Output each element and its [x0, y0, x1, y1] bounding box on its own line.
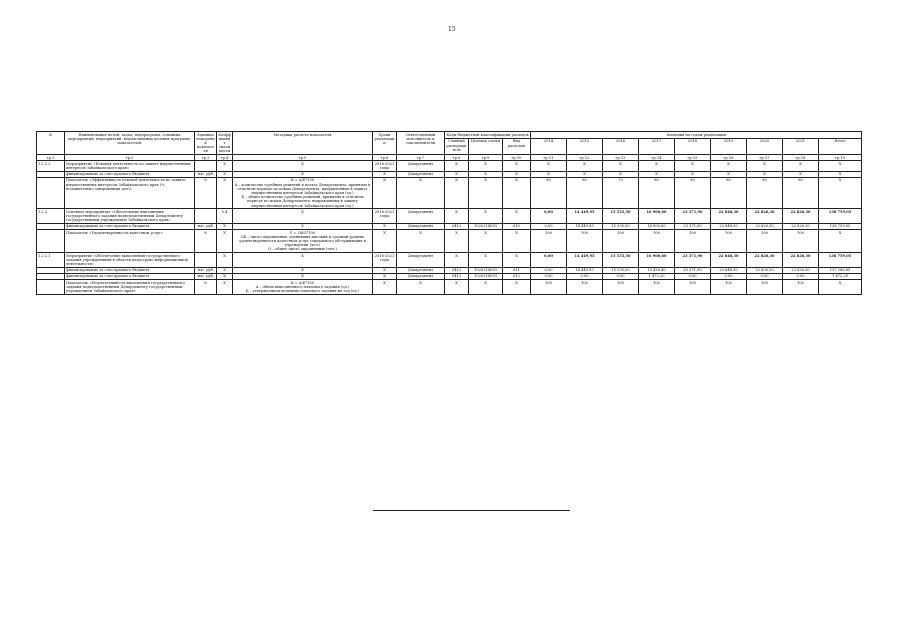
- row-value: X: [567, 161, 603, 171]
- row-code-item: 1020214093: [469, 267, 503, 273]
- row-value: 15 535,50: [603, 253, 639, 268]
- row-code-admin: X: [445, 230, 469, 253]
- row-coef: X: [217, 230, 233, 253]
- row-responsible: Департамент: [397, 171, 445, 177]
- row-value: 100: [711, 280, 747, 295]
- row-value: 22 826,30: [783, 253, 819, 268]
- header-code-type: Вид расходов: [503, 138, 531, 154]
- row-value: 0,00: [675, 273, 711, 279]
- row-code-item: X: [469, 253, 503, 268]
- row-unit: [195, 161, 217, 171]
- row-code-admin: X: [445, 280, 469, 295]
- column-number: гр.14: [639, 155, 675, 161]
- row-value: 14 449,95: [567, 267, 603, 273]
- column-number: гр.6: [373, 155, 397, 161]
- row-value: 100: [675, 230, 711, 253]
- row-code-type: X: [503, 177, 531, 208]
- column-number: гр.19: [819, 155, 862, 161]
- column-number: гр.1: [37, 155, 65, 161]
- row-value: 100: [783, 230, 819, 253]
- row-name: финансирование за счет краевого бюджета: [65, 171, 195, 177]
- row-unit: %: [195, 177, 217, 208]
- row-value: 23 371,90: [675, 209, 711, 224]
- row-unit: тыс. руб.: [195, 223, 217, 229]
- row-responsible: Департамент: [397, 223, 445, 229]
- row-value: X: [675, 161, 711, 171]
- row-value: 23 371,90: [675, 253, 711, 268]
- row-code-item: 1020214093: [469, 223, 503, 229]
- row-responsible: Департамент: [397, 161, 445, 171]
- row-value: 14 449,95: [567, 209, 603, 224]
- row-code-item: X: [469, 230, 503, 253]
- table-row: [37, 161, 862, 171]
- row-value: X: [711, 171, 747, 177]
- row-value: X: [819, 280, 862, 295]
- row-code-admin: X: [445, 253, 469, 268]
- row-value: 23 371,90: [675, 223, 711, 229]
- row-code-type: 612: [503, 273, 531, 279]
- row-value: X: [711, 161, 747, 171]
- row-name: Мероприятие «Обеспечение выполнения государственного задания учреждениями в области кадастрово-информационной деятельности»: [65, 253, 195, 268]
- row-terms: X: [373, 177, 397, 208]
- row-code-type: X: [503, 209, 531, 224]
- row-terms: X: [373, 280, 397, 295]
- row-value: 100: [567, 280, 603, 295]
- row-value: 100: [531, 280, 567, 295]
- row-responsible: X: [397, 230, 445, 253]
- row-value: 22 848,30: [711, 223, 747, 229]
- row-value: 138 759,05: [819, 253, 862, 268]
- row-value: X: [603, 171, 639, 177]
- row-value: 16 900,60: [639, 223, 675, 229]
- row-code-item: X: [469, 161, 503, 171]
- row-value: 80: [639, 177, 675, 208]
- row-value: 15 428,40: [639, 267, 675, 273]
- column-number: гр.9: [469, 155, 503, 161]
- row-coef: X: [217, 177, 233, 208]
- row-value: 137 286,85: [819, 267, 862, 273]
- row-number: 1.2.2.: [37, 209, 65, 224]
- row-value: 70: [603, 177, 639, 208]
- row-responsible: X: [397, 177, 445, 208]
- row-value: 14 449,95: [567, 253, 603, 268]
- row-value: 1 472,20: [819, 273, 862, 279]
- row-code-admin: X: [445, 177, 469, 208]
- row-terms: X: [373, 171, 397, 177]
- row-value: X: [639, 161, 675, 171]
- row-unit: [195, 209, 217, 224]
- row-unit: %: [195, 230, 217, 253]
- row-code-item: X: [469, 177, 503, 208]
- header-code-item: Целевая статья: [469, 138, 503, 154]
- row-value: 100: [567, 230, 603, 253]
- row-unit: тыс. руб.: [195, 273, 217, 279]
- separator-line: [373, 510, 570, 511]
- row-code-type: 611: [503, 267, 531, 273]
- row-name: Показатель «Удовлетворенность качеством услуг»: [65, 230, 195, 253]
- row-value: 138 759,05: [819, 223, 862, 229]
- row-responsible: X: [397, 280, 445, 295]
- row-coef: X: [217, 280, 233, 295]
- row-terms: 2016-2021 годы: [373, 209, 397, 224]
- row-value: X: [819, 161, 862, 171]
- header-terms: Сроки реализации: [373, 132, 397, 155]
- row-value: 22 826,30: [783, 209, 819, 224]
- row-unit: %: [195, 280, 217, 295]
- row-method: X: [233, 171, 373, 177]
- row-value: 100: [747, 280, 783, 295]
- row-responsible: Департамент: [397, 267, 445, 273]
- row-value: 0,00: [531, 267, 567, 273]
- row-code-admin: 0412: [445, 273, 469, 279]
- row-value: 0,00: [531, 273, 567, 279]
- row-code-type: X: [503, 230, 531, 253]
- row-name: Основное мероприятие «Обеспечение выполнения государственного задания подведомственным Департаменту государственным учреждением Забайкальского края»: [65, 209, 195, 224]
- row-value: 0,00: [531, 209, 567, 224]
- row-value: 22 848,30: [711, 267, 747, 273]
- row-name: Мероприятие «Исковая деятельность по защите имущественных интересов Забайкальского края»: [65, 161, 195, 171]
- header-coef: Коэффициент значимости: [218, 132, 231, 154]
- row-value: 22 826,30: [783, 267, 819, 273]
- row-value: 22 848,30: [711, 209, 747, 224]
- row-value: 22 826,30: [783, 223, 819, 229]
- row-method: X: [233, 161, 373, 171]
- row-value: X: [603, 161, 639, 171]
- row-value: X: [567, 171, 603, 177]
- header-codes: Коды бюджетной классификации расходов: [446, 132, 529, 137]
- row-value: 14 449,95: [567, 223, 603, 229]
- row-method: X: [233, 253, 373, 268]
- row-value: 22 826,30: [747, 253, 783, 268]
- row-value: 100: [603, 230, 639, 253]
- row-value: 100: [639, 280, 675, 295]
- row-value: 80: [747, 177, 783, 208]
- table-header-row: [37, 132, 862, 139]
- header-values: Значения по годам реализации: [531, 132, 862, 139]
- row-value: X: [747, 171, 783, 177]
- column-number: гр.13: [603, 155, 639, 161]
- column-number: гр.16: [711, 155, 747, 161]
- column-number: гр.15: [675, 155, 711, 161]
- header-resp: Ответственный исполнитель и соисполнители: [397, 132, 445, 155]
- row-code-type: X: [503, 161, 531, 171]
- header-year: 2018: [675, 138, 711, 154]
- table-row: [37, 209, 862, 224]
- row-value: 80: [531, 177, 567, 208]
- row-value: 80: [567, 177, 603, 208]
- header-year: 2020: [747, 138, 783, 154]
- row-value: 15 535,50: [603, 267, 639, 273]
- row-number: [37, 230, 65, 253]
- row-value: 100: [711, 230, 747, 253]
- row-code-type: X: [503, 280, 531, 295]
- header-year: 2019: [711, 138, 747, 154]
- row-code-admin: X: [445, 161, 469, 171]
- row-terms: X: [373, 230, 397, 253]
- row-unit: тыс. руб.: [195, 267, 217, 273]
- row-value: 80: [675, 177, 711, 208]
- row-value: X: [783, 161, 819, 171]
- column-number: гр.17: [747, 155, 783, 161]
- row-value: 100: [747, 230, 783, 253]
- row-method: У = ОКО*100 ОК – число опрошенных, оценивших высокий и средний уровень удовлетворенности качеством услуг социального обслуживания в учреждении (чел.) О – общее число опрошенных (чел.): [233, 230, 373, 253]
- row-value: 0,00: [567, 273, 603, 279]
- row-value: 16 900,60: [639, 209, 675, 224]
- header-year: 2015: [567, 138, 603, 154]
- row-unit: тыс. руб.: [195, 171, 217, 177]
- header-year: 2014: [531, 138, 567, 154]
- row-value: X: [747, 161, 783, 171]
- row-name: финансирование за счет краевого бюджета: [65, 273, 195, 279]
- row-value: X: [531, 171, 567, 177]
- column-number: гр.10: [503, 155, 531, 161]
- column-number: гр.2: [65, 155, 195, 161]
- row-terms: X: [373, 223, 397, 229]
- table-row: [37, 280, 862, 295]
- row-value: 22 826,30: [747, 223, 783, 229]
- header-year: Итого: [819, 138, 862, 154]
- row-terms: 2016-2021 годы: [373, 253, 397, 268]
- row-value: 23 371,90: [675, 267, 711, 273]
- row-method: X: [233, 209, 373, 224]
- row-value: X: [783, 171, 819, 177]
- row-value: 80: [783, 177, 819, 208]
- row-value: X: [531, 161, 567, 171]
- row-number: 1.2.2.1: [37, 253, 65, 268]
- row-value: 22 848,30: [711, 253, 747, 268]
- row-code-item: X: [469, 209, 503, 224]
- row-number: [37, 177, 65, 208]
- row-value: 100: [531, 230, 567, 253]
- row-code-item: X: [469, 280, 503, 295]
- row-code-type: X: [503, 253, 531, 268]
- row-name: финансирование за счет краевого бюджета: [65, 223, 195, 229]
- row-value: 80: [711, 177, 747, 208]
- row-responsible: Департамент: [397, 209, 445, 224]
- row-code-admin: X: [445, 209, 469, 224]
- row-code-admin: X: [445, 171, 469, 177]
- row-value: X: [819, 171, 862, 177]
- column-number: гр.7: [397, 155, 445, 161]
- header-year: 2021: [783, 138, 819, 154]
- row-value: 0,00: [711, 273, 747, 279]
- row-code-item: X: [469, 171, 503, 177]
- column-number: гр.3: [195, 155, 217, 161]
- row-coef: X: [217, 253, 233, 268]
- row-value: 100: [603, 280, 639, 295]
- column-number: гр.18: [783, 155, 819, 161]
- row-value: X: [819, 230, 862, 253]
- column-number: гр.8: [445, 155, 469, 161]
- row-value: 100: [783, 280, 819, 295]
- row-unit: [195, 253, 217, 268]
- row-number: 1.2.1.2: [37, 161, 65, 171]
- header-method: Методика расчета показателя: [233, 132, 373, 155]
- page-number: 15: [448, 26, 456, 33]
- row-code-admin: 0412: [445, 267, 469, 273]
- row-value: 16 900,60: [639, 253, 675, 268]
- header-year: 2016: [603, 138, 639, 154]
- row-value: X: [819, 177, 862, 208]
- row-coef: X: [217, 223, 233, 229]
- column-number: гр.12: [567, 155, 603, 161]
- row-value: 0,00: [531, 223, 567, 229]
- row-value: 1 472,20: [639, 273, 675, 279]
- row-coef: 0,4: [217, 209, 233, 224]
- row-code-type: X: [503, 171, 531, 177]
- table-row: [37, 177, 862, 208]
- column-number: гр.4: [217, 155, 233, 161]
- row-terms: X: [373, 267, 397, 273]
- row-value: 0,00: [531, 253, 567, 268]
- row-value: 0,00: [747, 273, 783, 279]
- row-method: X: [233, 273, 373, 279]
- table-row: [37, 230, 862, 253]
- row-number: [37, 280, 65, 295]
- table-row: [37, 253, 862, 268]
- column-number: гр.11: [531, 155, 567, 161]
- row-value: 15 535,50: [603, 209, 639, 224]
- header-year: 2017: [639, 138, 675, 154]
- row-method: K = A/Б*100 A – количество судебных решений в пользу Департамента, принятых в отчетном периоде по искам Департамента, направленных в защиту имущественных интересов Забайкальского края (ед.) Б – общее количество судебных решений, принятых в отчетном периоде по искам Департамента, направленных в защиту имущественных интересов Забайкальского края (ед.): [233, 177, 373, 208]
- program-table: [36, 131, 862, 295]
- row-coef: X: [217, 273, 233, 279]
- row-name: финансирование за счет краевого бюджета: [65, 267, 195, 273]
- row-coef: X: [217, 267, 233, 273]
- row-terms: X: [373, 273, 397, 279]
- row-value: 22 826,30: [747, 209, 783, 224]
- row-value: 138 759,05: [819, 209, 862, 224]
- row-coef: X: [217, 161, 233, 171]
- row-code-type: 610: [503, 223, 531, 229]
- row-terms: 2016-2021 годы: [373, 161, 397, 171]
- row-value: 0,00: [603, 273, 639, 279]
- row-method: K = A/Б*100 A – объем выполненного планового задания (ед.) Б – утвержденная величина планового задания на год (ед.): [233, 280, 373, 295]
- header-code-admin: Главный распорядитель: [445, 138, 469, 154]
- row-method: X: [233, 223, 373, 229]
- row-method: X: [233, 267, 373, 273]
- row-code-admin: 0412: [445, 223, 469, 229]
- column-number: гр.5: [233, 155, 373, 161]
- row-code-item: 1020214093: [469, 273, 503, 279]
- row-value: 0,00: [783, 273, 819, 279]
- row-value: 100: [675, 280, 711, 295]
- row-value: X: [675, 171, 711, 177]
- header-name: Наименование целей, задач, подпрограмм, основных мероприятий, мероприятий, ведомственных целевых программ, показателей: [65, 132, 195, 155]
- row-coef: X: [217, 171, 233, 177]
- row-responsible: Департамент: [397, 273, 445, 279]
- row-value: 100: [639, 230, 675, 253]
- header-unit: Единица измерения показателя: [196, 132, 215, 154]
- row-responsible: Департамент: [397, 253, 445, 268]
- row-value: 15 535,50: [603, 223, 639, 229]
- row-name: Показатель «Результативность выполнения государственного задания подведомственным Департаменту государственным учреждением Забайкальского края»: [65, 280, 195, 295]
- row-value: 22 826,30: [747, 267, 783, 273]
- row-name: Показатель «Эффективность исковой деятельности по защите имущественных интересов Забайкальского края (% положительно завершенных дел)»: [65, 177, 195, 208]
- row-value: X: [639, 171, 675, 177]
- header-no: №: [37, 132, 65, 155]
